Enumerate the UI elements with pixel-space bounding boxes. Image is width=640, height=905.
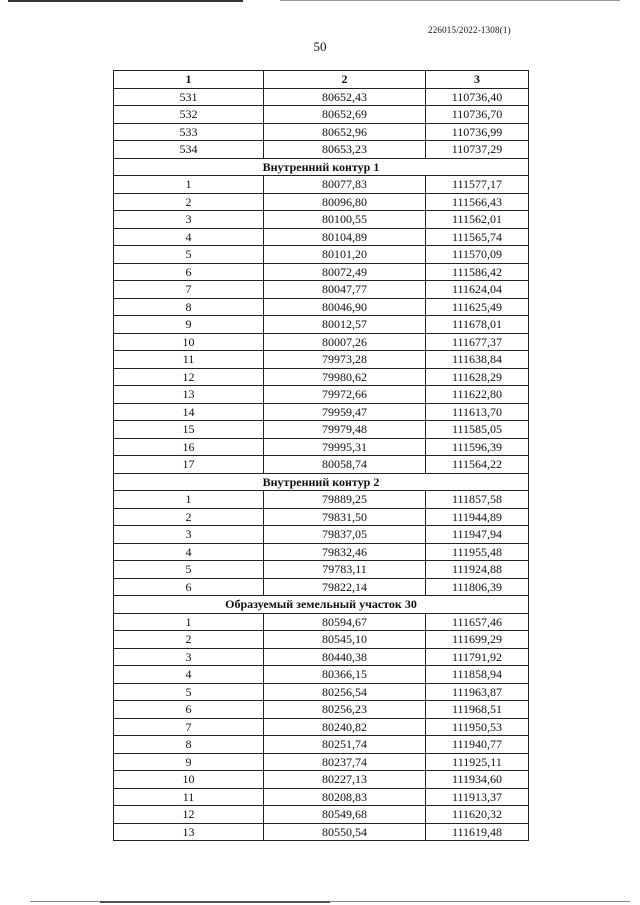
point-number-cell: 4 xyxy=(114,228,264,246)
y-coordinate-cell: 111955,48 xyxy=(426,543,529,561)
point-number-cell: 8 xyxy=(114,298,264,316)
point-number-cell: 3 xyxy=(114,211,264,229)
y-coordinate-cell: 111924,88 xyxy=(426,561,529,579)
table-row xyxy=(114,106,529,124)
point-number-cell: 2 xyxy=(114,508,264,526)
table-row xyxy=(114,333,529,351)
table-row xyxy=(114,386,529,404)
table-row xyxy=(114,263,529,281)
table-row xyxy=(114,176,529,194)
bottom-rule-dark xyxy=(100,901,330,903)
point-number-cell: 11 xyxy=(114,351,264,369)
x-coordinate-cell: 80256,54 xyxy=(264,683,426,701)
x-coordinate-cell: 80096,80 xyxy=(264,193,426,211)
x-coordinate-cell: 79972,66 xyxy=(264,386,426,404)
header-cell-2: 2 xyxy=(264,71,426,89)
section-row xyxy=(114,158,529,176)
point-number-cell: 13 xyxy=(114,386,264,404)
point-number-cell: 6 xyxy=(114,701,264,719)
point-number-cell: 8 xyxy=(114,736,264,754)
table-row xyxy=(114,403,529,421)
x-coordinate-cell: 79889,25 xyxy=(264,491,426,509)
point-number-cell: 6 xyxy=(114,578,264,596)
table-row xyxy=(114,753,529,771)
x-coordinate-cell: 80007,26 xyxy=(264,333,426,351)
y-coordinate-cell: 110736,40 xyxy=(426,88,529,106)
point-number-cell: 533 xyxy=(114,123,264,141)
point-number-cell: 4 xyxy=(114,543,264,561)
table-row xyxy=(114,456,529,474)
point-number-cell: 1 xyxy=(114,613,264,631)
y-coordinate-cell: 111944,89 xyxy=(426,508,529,526)
table-row xyxy=(114,298,529,316)
table-row xyxy=(114,491,529,509)
top-rule-faint xyxy=(280,0,620,1)
y-coordinate-cell: 111620,32 xyxy=(426,806,529,824)
point-number-cell: 5 xyxy=(114,683,264,701)
table-row xyxy=(114,508,529,526)
header-row xyxy=(114,71,529,89)
point-number-cell: 1 xyxy=(114,491,264,509)
x-coordinate-cell: 80047,77 xyxy=(264,281,426,299)
y-coordinate-cell: 111577,17 xyxy=(426,176,529,194)
y-coordinate-cell: 111625,49 xyxy=(426,298,529,316)
x-coordinate-cell: 80072,49 xyxy=(264,263,426,281)
table-row xyxy=(114,211,529,229)
coordinates-table xyxy=(113,70,529,841)
y-coordinate-cell: 111657,46 xyxy=(426,613,529,631)
point-number-cell: 12 xyxy=(114,368,264,386)
table-row xyxy=(114,228,529,246)
y-coordinate-cell: 111968,51 xyxy=(426,701,529,719)
x-coordinate-cell: 79837,05 xyxy=(264,526,426,544)
table-row xyxy=(114,543,529,561)
x-coordinate-cell: 80652,96 xyxy=(264,123,426,141)
y-coordinate-cell: 111622,80 xyxy=(426,386,529,404)
table-row xyxy=(114,561,529,579)
top-rule xyxy=(8,0,243,2)
header-cell-3: 3 xyxy=(426,71,529,89)
table-row xyxy=(114,666,529,684)
point-number-cell: 7 xyxy=(114,281,264,299)
x-coordinate-cell: 79979,48 xyxy=(264,421,426,439)
y-coordinate-cell: 111624,04 xyxy=(426,281,529,299)
header-cell-1: 1 xyxy=(114,71,264,89)
x-coordinate-cell: 80653,23 xyxy=(264,141,426,159)
y-coordinate-cell: 111586,42 xyxy=(426,263,529,281)
table-row xyxy=(114,526,529,544)
x-coordinate-cell: 80058,74 xyxy=(264,456,426,474)
point-number-cell: 3 xyxy=(114,648,264,666)
table-row xyxy=(114,578,529,596)
x-coordinate-cell: 80652,69 xyxy=(264,106,426,124)
x-coordinate-cell: 80251,74 xyxy=(264,736,426,754)
point-number-cell: 1 xyxy=(114,176,264,194)
point-number-cell: 6 xyxy=(114,263,264,281)
table-row xyxy=(114,351,529,369)
table-row xyxy=(114,316,529,334)
y-coordinate-cell: 111925,11 xyxy=(426,753,529,771)
y-coordinate-cell: 111963,87 xyxy=(426,683,529,701)
y-coordinate-cell: 111638,84 xyxy=(426,351,529,369)
x-coordinate-cell: 80208,83 xyxy=(264,788,426,806)
section-title: Внутренний контур 1 xyxy=(114,158,529,176)
x-coordinate-cell: 80366,15 xyxy=(264,666,426,684)
table-row xyxy=(114,736,529,754)
y-coordinate-cell: 111950,53 xyxy=(426,718,529,736)
point-number-cell: 4 xyxy=(114,666,264,684)
section-title: Внутренний контур 2 xyxy=(114,473,529,491)
x-coordinate-cell: 80549,68 xyxy=(264,806,426,824)
x-coordinate-cell: 80227,13 xyxy=(264,771,426,789)
table-row xyxy=(114,806,529,824)
table-row xyxy=(114,701,529,719)
x-coordinate-cell: 79822,14 xyxy=(264,578,426,596)
x-coordinate-cell: 80440,38 xyxy=(264,648,426,666)
point-number-cell: 5 xyxy=(114,561,264,579)
y-coordinate-cell: 111613,70 xyxy=(426,403,529,421)
x-coordinate-cell: 80256,23 xyxy=(264,701,426,719)
x-coordinate-cell: 80594,67 xyxy=(264,613,426,631)
x-coordinate-cell: 79973,28 xyxy=(264,351,426,369)
y-coordinate-cell: 111858,94 xyxy=(426,666,529,684)
y-coordinate-cell: 111628,29 xyxy=(426,368,529,386)
table-row xyxy=(114,788,529,806)
point-number-cell: 9 xyxy=(114,316,264,334)
y-coordinate-cell: 111699,29 xyxy=(426,631,529,649)
y-coordinate-cell: 111562,01 xyxy=(426,211,529,229)
x-coordinate-cell: 80240,82 xyxy=(264,718,426,736)
y-coordinate-cell: 111678,01 xyxy=(426,316,529,334)
x-coordinate-cell: 80550,54 xyxy=(264,823,426,841)
x-coordinate-cell: 79980,62 xyxy=(264,368,426,386)
point-number-cell: 13 xyxy=(114,823,264,841)
x-coordinate-cell: 80545,10 xyxy=(264,631,426,649)
y-coordinate-cell: 111596,39 xyxy=(426,438,529,456)
table-row xyxy=(114,438,529,456)
page-number: 50 xyxy=(313,39,327,54)
point-number-cell: 2 xyxy=(114,193,264,211)
point-number-cell: 3 xyxy=(114,526,264,544)
x-coordinate-cell: 79959,47 xyxy=(264,403,426,421)
table-row xyxy=(114,648,529,666)
table-body xyxy=(114,71,529,841)
table-row xyxy=(114,141,529,159)
y-coordinate-cell: 111565,74 xyxy=(426,228,529,246)
table-row xyxy=(114,683,529,701)
x-coordinate-cell: 80046,90 xyxy=(264,298,426,316)
table-row xyxy=(114,88,529,106)
x-coordinate-cell: 79832,46 xyxy=(264,543,426,561)
x-coordinate-cell: 80104,89 xyxy=(264,228,426,246)
section-row xyxy=(114,473,529,491)
point-number-cell: 5 xyxy=(114,246,264,264)
x-coordinate-cell: 80077,83 xyxy=(264,176,426,194)
point-number-cell: 2 xyxy=(114,631,264,649)
point-number-cell: 10 xyxy=(114,771,264,789)
y-coordinate-cell: 111857,58 xyxy=(426,491,529,509)
table-row xyxy=(114,421,529,439)
table-row xyxy=(114,281,529,299)
table-row xyxy=(114,193,529,211)
x-coordinate-cell: 79783,11 xyxy=(264,561,426,579)
document-number: 226015/2022-1308(1) xyxy=(428,25,511,35)
x-coordinate-cell: 80237,74 xyxy=(264,753,426,771)
point-number-cell: 9 xyxy=(114,753,264,771)
point-number-cell: 12 xyxy=(114,806,264,824)
table-row xyxy=(114,368,529,386)
y-coordinate-cell: 111619,48 xyxy=(426,823,529,841)
x-coordinate-cell: 79831,50 xyxy=(264,508,426,526)
y-coordinate-cell: 110737,29 xyxy=(426,141,529,159)
y-coordinate-cell: 110736,70 xyxy=(426,106,529,124)
x-coordinate-cell: 80100,55 xyxy=(264,211,426,229)
point-number-cell: 11 xyxy=(114,788,264,806)
table-row xyxy=(114,631,529,649)
y-coordinate-cell: 111566,43 xyxy=(426,193,529,211)
point-number-cell: 7 xyxy=(114,718,264,736)
table-row xyxy=(114,771,529,789)
point-number-cell: 15 xyxy=(114,421,264,439)
y-coordinate-cell: 111564,22 xyxy=(426,456,529,474)
section-title: Образуемый земельный участок 30 xyxy=(114,596,529,614)
x-coordinate-cell: 79995,31 xyxy=(264,438,426,456)
table-row xyxy=(114,823,529,841)
point-number-cell: 531 xyxy=(114,88,264,106)
table-row xyxy=(114,718,529,736)
section-row xyxy=(114,596,529,614)
point-number-cell: 534 xyxy=(114,141,264,159)
table-row xyxy=(114,613,529,631)
y-coordinate-cell: 111806,39 xyxy=(426,578,529,596)
y-coordinate-cell: 111940,77 xyxy=(426,736,529,754)
y-coordinate-cell: 111677,37 xyxy=(426,333,529,351)
table-row xyxy=(114,246,529,264)
x-coordinate-cell: 80101,20 xyxy=(264,246,426,264)
y-coordinate-cell: 111947,94 xyxy=(426,526,529,544)
point-number-cell: 10 xyxy=(114,333,264,351)
y-coordinate-cell: 111913,37 xyxy=(426,788,529,806)
y-coordinate-cell: 111570,09 xyxy=(426,246,529,264)
y-coordinate-cell: 111934,60 xyxy=(426,771,529,789)
y-coordinate-cell: 111791,92 xyxy=(426,648,529,666)
point-number-cell: 14 xyxy=(114,403,264,421)
y-coordinate-cell: 111585,05 xyxy=(426,421,529,439)
point-number-cell: 532 xyxy=(114,106,264,124)
y-coordinate-cell: 110736,99 xyxy=(426,123,529,141)
table-row xyxy=(114,123,529,141)
point-number-cell: 16 xyxy=(114,438,264,456)
x-coordinate-cell: 80652,43 xyxy=(264,88,426,106)
point-number-cell: 17 xyxy=(114,456,264,474)
x-coordinate-cell: 80012,57 xyxy=(264,316,426,334)
